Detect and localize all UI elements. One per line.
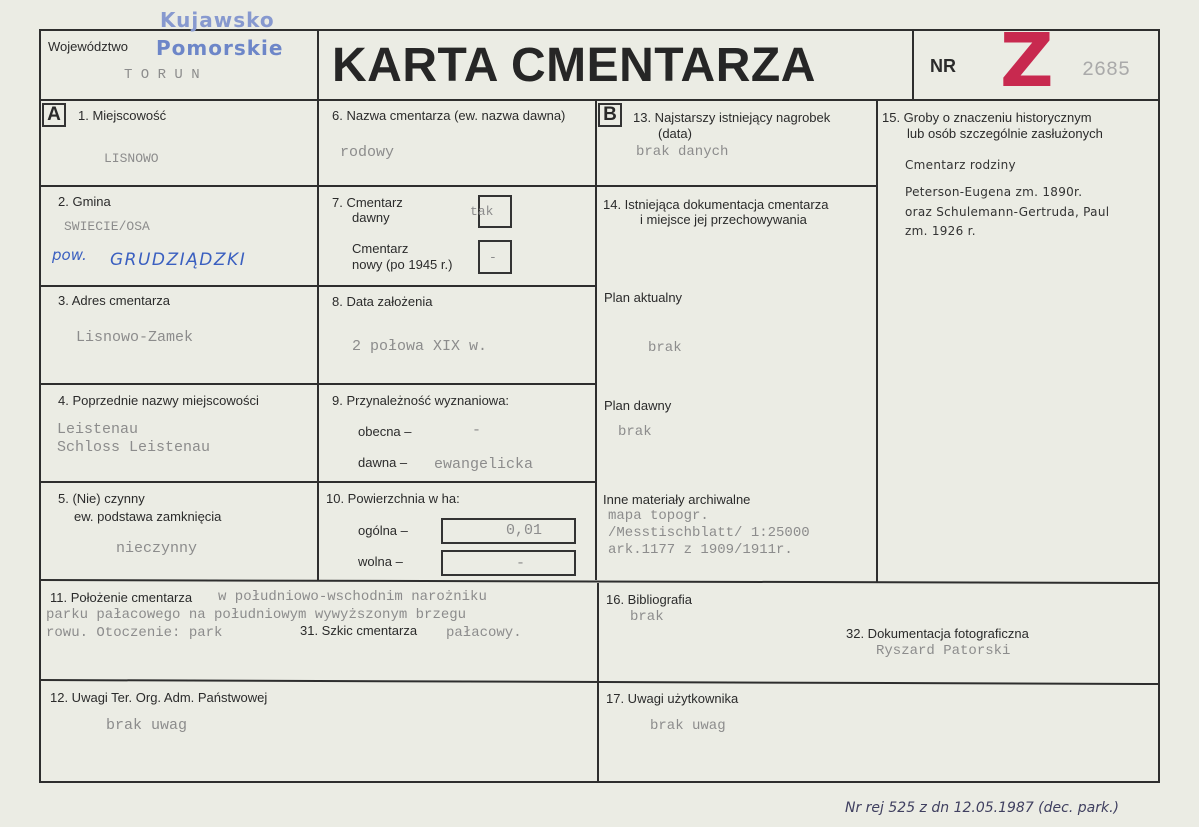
field-2-label: 2. Gmina [58, 194, 111, 209]
field-2-pow-value: GRUDZIĄDZKI [110, 250, 247, 270]
section-a-marker: A [42, 103, 66, 127]
field-13-label-2: (data) [658, 126, 692, 141]
field-7-nowy-value: - [489, 250, 497, 265]
field-9-obecna-value: - [472, 422, 482, 439]
typed-city: T O R U N [124, 67, 200, 83]
inne-materialy-label: Inne materiały archiwalne [603, 492, 751, 507]
plan-dawny-value: brak [618, 424, 652, 440]
wojewodztwo-label: Województwo [48, 39, 128, 54]
field-15-line-3: oraz Schulemann-Gertruda, Paul [905, 205, 1110, 219]
field-5-label-1: 5. (Nie) czynny [58, 491, 145, 506]
plan-dawny-label: Plan dawny [604, 398, 672, 413]
field-10-wolna-value: - [516, 555, 526, 572]
field-10-label: 10. Powierzchnia w ha: [326, 491, 460, 506]
inne-materialy-line-1: mapa topogr. [608, 508, 709, 524]
field-13-value: brak danych [636, 144, 729, 160]
nr-number: 2685 [1082, 59, 1131, 82]
page-title: KARTA CMENTARZA [332, 39, 816, 92]
field-7-label-2: dawny [352, 210, 390, 225]
inne-materialy-line-2: /Messtischblatt/ 1:25000 [608, 525, 810, 541]
field-11-line-3a: rowu. Otoczenie: park [46, 625, 223, 641]
field-31-label: 31. Szkic cmentarza [300, 623, 418, 638]
field-11-line-1: w południowo-wschodnim narożniku [218, 589, 487, 605]
field-8-label: 8. Data założenia [332, 294, 433, 309]
field-32-value: Ryszard Patorski [876, 643, 1011, 659]
field-14-label-2: i miejsce jej przechowywania [640, 212, 807, 227]
field-13-label-1: 13. Najstarszy istniejący nagrobek [633, 110, 831, 125]
field-5-value: nieczynny [116, 540, 198, 557]
field-3-value: Lisnowo-Zamek [76, 329, 194, 346]
field-7-dawny-value: tak [470, 204, 494, 219]
field-11-line-2: parku pałacowego na południowym wywyższonym brzegu [46, 607, 467, 623]
field-7-label-3: Cmentarz [352, 241, 409, 256]
field-7-label-4: nowy (po 1945 r.) [352, 257, 453, 272]
field-7-label-1: 7. Cmentarz [332, 195, 403, 210]
field-8-value: 2 połowa XIX w. [352, 338, 488, 355]
field-9-dawna-value: ewangelicka [434, 456, 534, 473]
field-16-value: brak [630, 609, 664, 625]
field-14-label-1: 14. Istniejąca dokumentacja cmentarza [603, 197, 829, 212]
field-12-label: 12. Uwagi Ter. Org. Adm. Państwowej [50, 690, 268, 705]
field-9-label: 9. Przynależność wyznaniowa: [332, 393, 510, 408]
field-15-line-2: Peterson-Eugena zm. 1890r. [905, 185, 1083, 199]
field-1-label: 1. Miejscowość [78, 108, 167, 123]
field-9-obecna-label: obecna – [358, 424, 412, 439]
inne-materialy-line-3: ark.1177 z 1909/1911r. [608, 542, 793, 558]
field-15-line-4: zm. 1926 r. [905, 224, 976, 238]
field-16-label: 16. Bibliografia [606, 592, 692, 607]
field-6-value: rodowy [340, 144, 395, 161]
section-b-marker: B [598, 103, 622, 127]
plan-aktualny-value: brak [648, 340, 682, 356]
field-10-wolna-box [441, 550, 576, 576]
field-1-value: LISNOWO [104, 151, 159, 166]
field-6-label: 6. Nazwa cmentarza (ew. nazwa dawna) [332, 108, 566, 123]
field-12-value: brak uwag [106, 717, 188, 734]
stamp-line-2: Pomorskie [156, 36, 284, 60]
field-10-ogolna-label: ogólna – [358, 523, 408, 538]
field-32-label: 32. Dokumentacja fotograficzna [846, 626, 1029, 641]
nr-letter-mark: Z [1000, 18, 1054, 104]
field-10-ogolna-value: 0,01 [506, 522, 543, 539]
field-4-value-2: Schloss Leistenau [57, 439, 211, 456]
field-2-pow-label: pow. [52, 246, 87, 264]
field-15-line-1: Cmentarz rodziny [905, 158, 1016, 172]
field-4-label: 4. Poprzednie nazwy miejscowości [58, 393, 259, 408]
registration-note: Nr rej 525 z dn 12.05.1987 (dec. park.) [845, 800, 1119, 816]
field-4-value-1: Leistenau [57, 421, 139, 438]
field-3-label: 3. Adres cmentarza [58, 293, 170, 308]
field-11-label: 11. Położenie cmentarza [50, 590, 193, 605]
field-5-label-2: ew. podstawa zamknięcia [74, 509, 222, 524]
field-15-label-1: 15. Groby o znaczeniu historycznym [882, 110, 1092, 125]
field-10-wolna-label: wolna – [358, 554, 403, 569]
field-17-value: brak uwag [650, 718, 726, 734]
field-15-label-2: lub osób szczególnie zasłużonych [907, 126, 1103, 141]
field-9-dawna-label: dawna – [358, 455, 408, 470]
field-17-label: 17. Uwagi użytkownika [606, 691, 739, 706]
field-2-value: SWIECIE/OSA [64, 219, 150, 234]
nr-label: NR [930, 56, 956, 76]
field-11-line-3b: pałacowy. [446, 625, 522, 641]
stamp-line-1: Kujawsko [160, 8, 275, 32]
plan-aktualny-label: Plan aktualny [604, 290, 683, 305]
